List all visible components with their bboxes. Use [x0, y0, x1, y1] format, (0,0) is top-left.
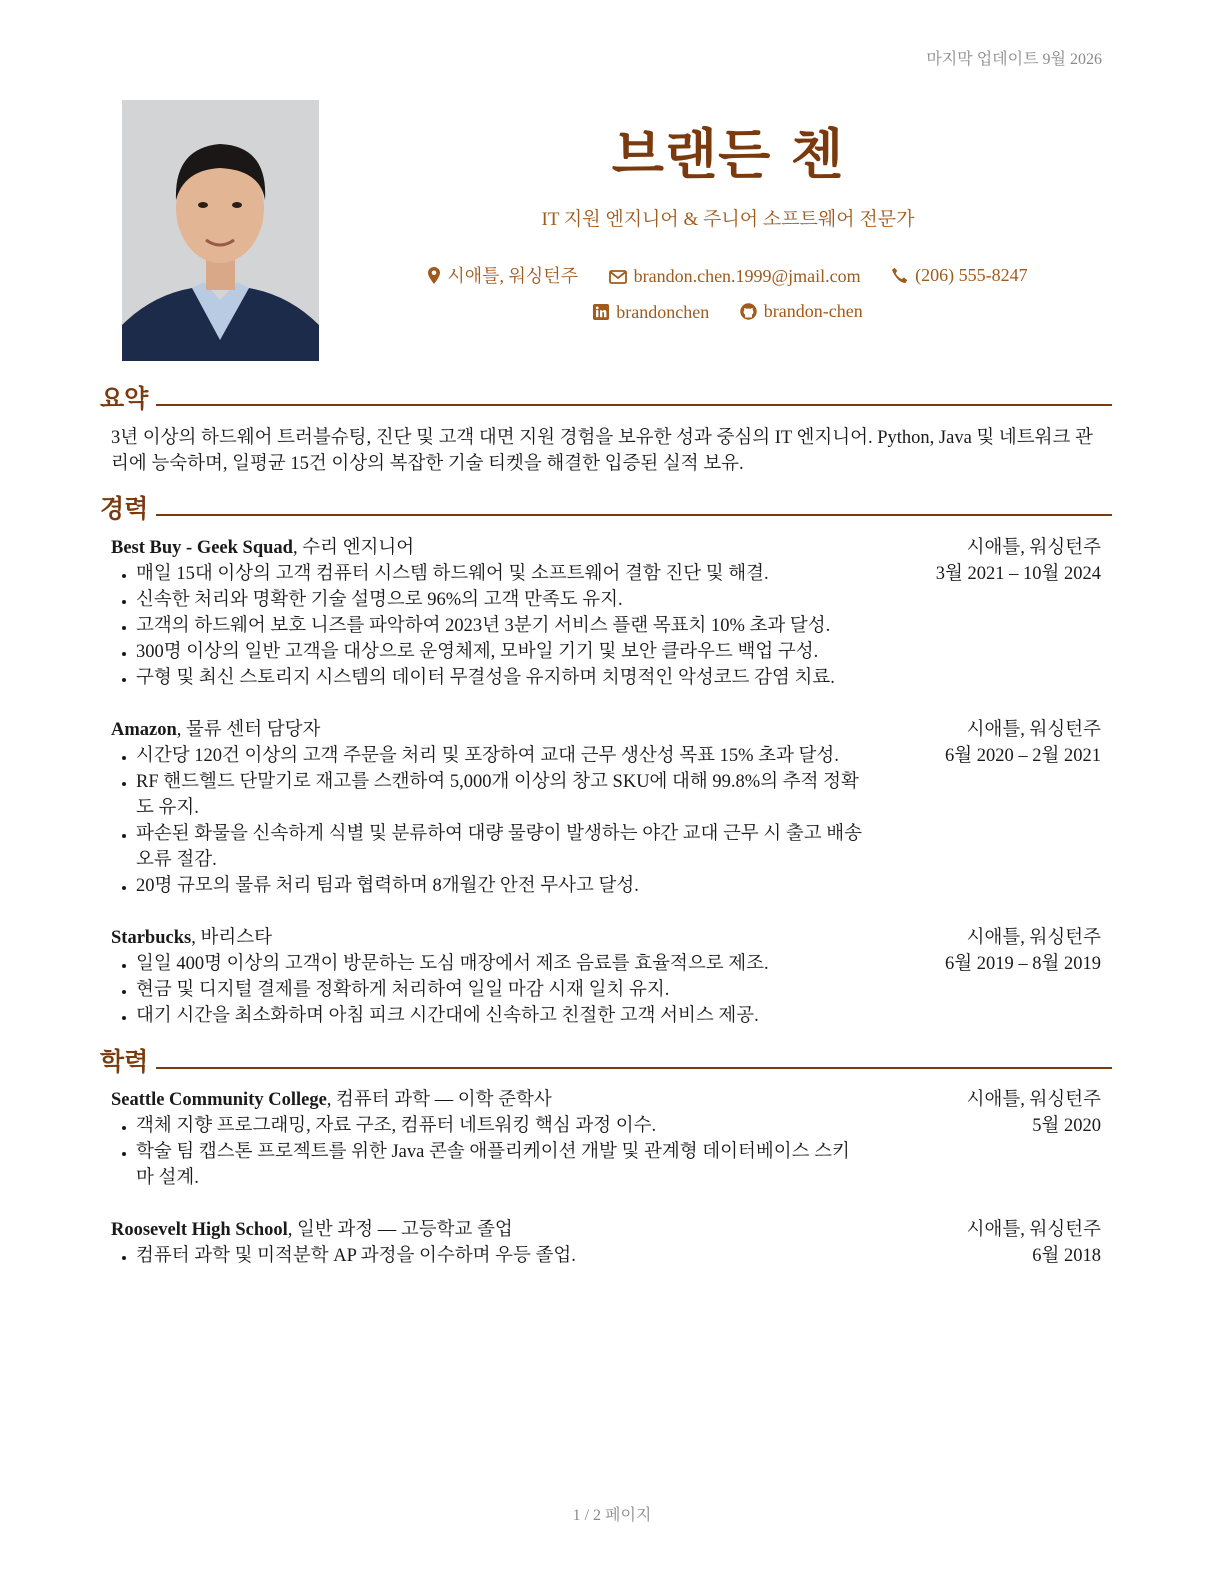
- contact-row: [330, 262, 1126, 289]
- experience-heading-label: 경력: [100, 494, 149, 523]
- education-heading: [100, 1043, 1112, 1077]
- github-link[interactable]: [740, 301, 863, 322]
- section-rule: [156, 514, 1112, 516]
- list-item: • 300명 이상의 일반 고객을 대상으로 운영체제, 모바일 기기 및 보안 클라우드 백업 구성.: [136, 639, 866, 665]
- entry-heading: [111, 717, 320, 743]
- phone-icon: [891, 267, 908, 284]
- entry-role: , 컴퓨터 과학 — 이학 준학사: [326, 1090, 552, 1110]
- entry-org: Seattle Community College: [111, 1090, 327, 1110]
- candidate-name: 브랜든 첸: [611, 123, 845, 186]
- entry-location: 시애틀, 워싱턴주: [966, 928, 1101, 948]
- social-row: [330, 301, 1126, 325]
- summary-heading-label: 요약: [100, 384, 149, 413]
- entry-org: Starbucks: [111, 928, 192, 948]
- entry-dates: 3월 2021 – 10월 2024: [935, 564, 1101, 584]
- last-updated: 마지막 업데이트 9월 2026: [926, 51, 1102, 68]
- phone-text[interactable]: (206) 555-8247: [915, 264, 1028, 285]
- entry-dates: 5월 2020: [1032, 1116, 1101, 1136]
- section-rule: [156, 404, 1112, 406]
- email-text[interactable]: brandon.chen.1999@jmail.com: [633, 266, 861, 286]
- list-item: • 신속한 처리와 명확한 기술 설명으로 96%의 고객 만족도 유지.: [136, 587, 866, 613]
- entry-org: Best Buy - Geek Squad: [111, 538, 293, 558]
- experience-entry-amazon: [111, 717, 1101, 899]
- map-pin-icon: [428, 267, 440, 284]
- entry-location: 시애틀, 워싱턴주: [966, 720, 1101, 740]
- list-item: • 시간당 120건 이상의 고객 주문을 처리 및 포장하여 교대 근무 생산성 목표 15% 초과 달성.: [136, 743, 866, 769]
- bullet-list: [111, 1113, 866, 1191]
- summary-text: 3년 이상의 하드웨어 트러블슈팅, 진단 및 고객 대면 지원 경험을 보유한 성과 중심의 IT 엔지니어. Python, Java 및 네트워크 관리에 능숙하며, 일평균 15건 이상의 복잡한 기술 티켓을 해결한 입증된 실적 보유.: [111, 428, 1093, 474]
- entry-heading: [111, 1087, 552, 1113]
- list-item: • 파손된 화물을 신속하게 식별 및 분류하여 대량 물량이 발생하는 야간 교대 근무 시 출고 배송 오류 절감.: [136, 821, 866, 873]
- list-item: • 일일 400명 이상의 고객이 방문하는 도심 매장에서 제조 음료를 효율적으로 제조.: [136, 951, 866, 977]
- entry-location: 시애틀, 워싱턴주: [966, 1220, 1101, 1240]
- bullet-list: [111, 1243, 866, 1269]
- bullet-list: [111, 951, 866, 1029]
- phone-link[interactable]: [891, 265, 1027, 286]
- experience-heading: [100, 490, 1112, 524]
- entry-location: 시애틀, 워싱턴주: [966, 538, 1101, 558]
- section-rule: [156, 1067, 1112, 1069]
- list-item: • 매일 15대 이상의 고객 컴퓨터 시스템 하드웨어 및 소프트웨어 결함 진단 및 해결.: [136, 561, 866, 587]
- list-item: • 현금 및 디지털 결제를 정확하게 처리하여 일일 마감 시재 일치 유지.: [136, 977, 866, 1003]
- experience-entry-starbucks: [111, 925, 1101, 1029]
- entry-location: 시애틀, 워싱턴주: [966, 1090, 1101, 1110]
- entry-heading: [111, 1217, 513, 1243]
- experience-entry-bestbuy: [111, 535, 1101, 691]
- entry-role: , 바리스타: [191, 928, 272, 948]
- entry-dates: 6월 2018: [1032, 1246, 1101, 1266]
- list-item: • 학술 팀 캡스톤 프로젝트를 위한 Java 콘솔 애플리케이션 개발 및 관계형 데이터베이스 스키마 설계.: [136, 1139, 866, 1191]
- page-number: 1 / 2 페이지: [572, 1507, 652, 1524]
- linkedin-text[interactable]: brandonchen: [616, 301, 710, 322]
- location-text: 시애틀, 워싱턴주: [447, 266, 579, 286]
- bullet-list: [111, 743, 866, 899]
- entry-heading: [111, 535, 414, 561]
- entry-heading: [111, 925, 272, 951]
- education-entry-college: [111, 1087, 1101, 1191]
- email-link[interactable]: [609, 266, 861, 287]
- profile-photo: [122, 100, 319, 361]
- github-icon: [740, 303, 757, 320]
- entry-role: , 물류 센터 담당자: [176, 720, 321, 740]
- entry-org: Roosevelt High School: [111, 1220, 288, 1240]
- location-item: [428, 262, 578, 288]
- entry-dates: 6월 2019 – 8월 2019: [945, 954, 1101, 974]
- list-item: • 20명 규모의 물류 처리 팀과 협력하며 8개월간 안전 무사고 달성.: [136, 873, 866, 899]
- list-item: • 컴퓨터 과학 및 미적분학 AP 과정을 이수하며 우등 졸업.: [136, 1243, 866, 1269]
- envelope-icon: [609, 270, 627, 284]
- entry-dates: 6월 2020 – 2월 2021: [945, 746, 1101, 766]
- summary-heading: [100, 380, 1112, 414]
- list-item: • 객체 지향 프로그래밍, 자료 구조, 컴퓨터 네트워킹 핵심 과정 이수.: [136, 1113, 866, 1139]
- list-item: • 고객의 하드웨어 보호 니즈를 파악하여 2023년 3분기 서비스 플랜 목표치 10% 초과 달성.: [136, 613, 866, 639]
- list-item: • RF 핸드헬드 단말기로 재고를 스캔하여 5,000개 이상의 창고 SKU에 대해 99.8%의 추적 정확도 유지.: [136, 769, 866, 821]
- education-heading-label: 학력: [100, 1047, 149, 1076]
- bullet-list: [111, 561, 866, 691]
- list-item: • 구형 및 최신 스토리지 시스템의 데이터 무결성을 유지하며 치명적인 악성코드 감염 치료.: [136, 665, 866, 691]
- linkedin-icon: [593, 304, 609, 320]
- education-entry-highschool: [111, 1217, 1101, 1269]
- entry-role: , 수리 엔지니어: [292, 538, 415, 558]
- job-title: IT 지원 엔지니어 & 주니어 소프트웨어 전문가: [541, 209, 915, 230]
- list-item: • 대기 시간을 최소화하며 아침 피크 시간대에 신속하고 친절한 고객 서비스 제공.: [136, 1003, 866, 1029]
- entry-role: , 일반 과정 — 고등학교 졸업: [287, 1220, 513, 1240]
- entry-org: Amazon: [111, 720, 177, 740]
- linkedin-link[interactable]: [593, 302, 709, 323]
- github-text[interactable]: brandon-chen: [763, 301, 863, 321]
